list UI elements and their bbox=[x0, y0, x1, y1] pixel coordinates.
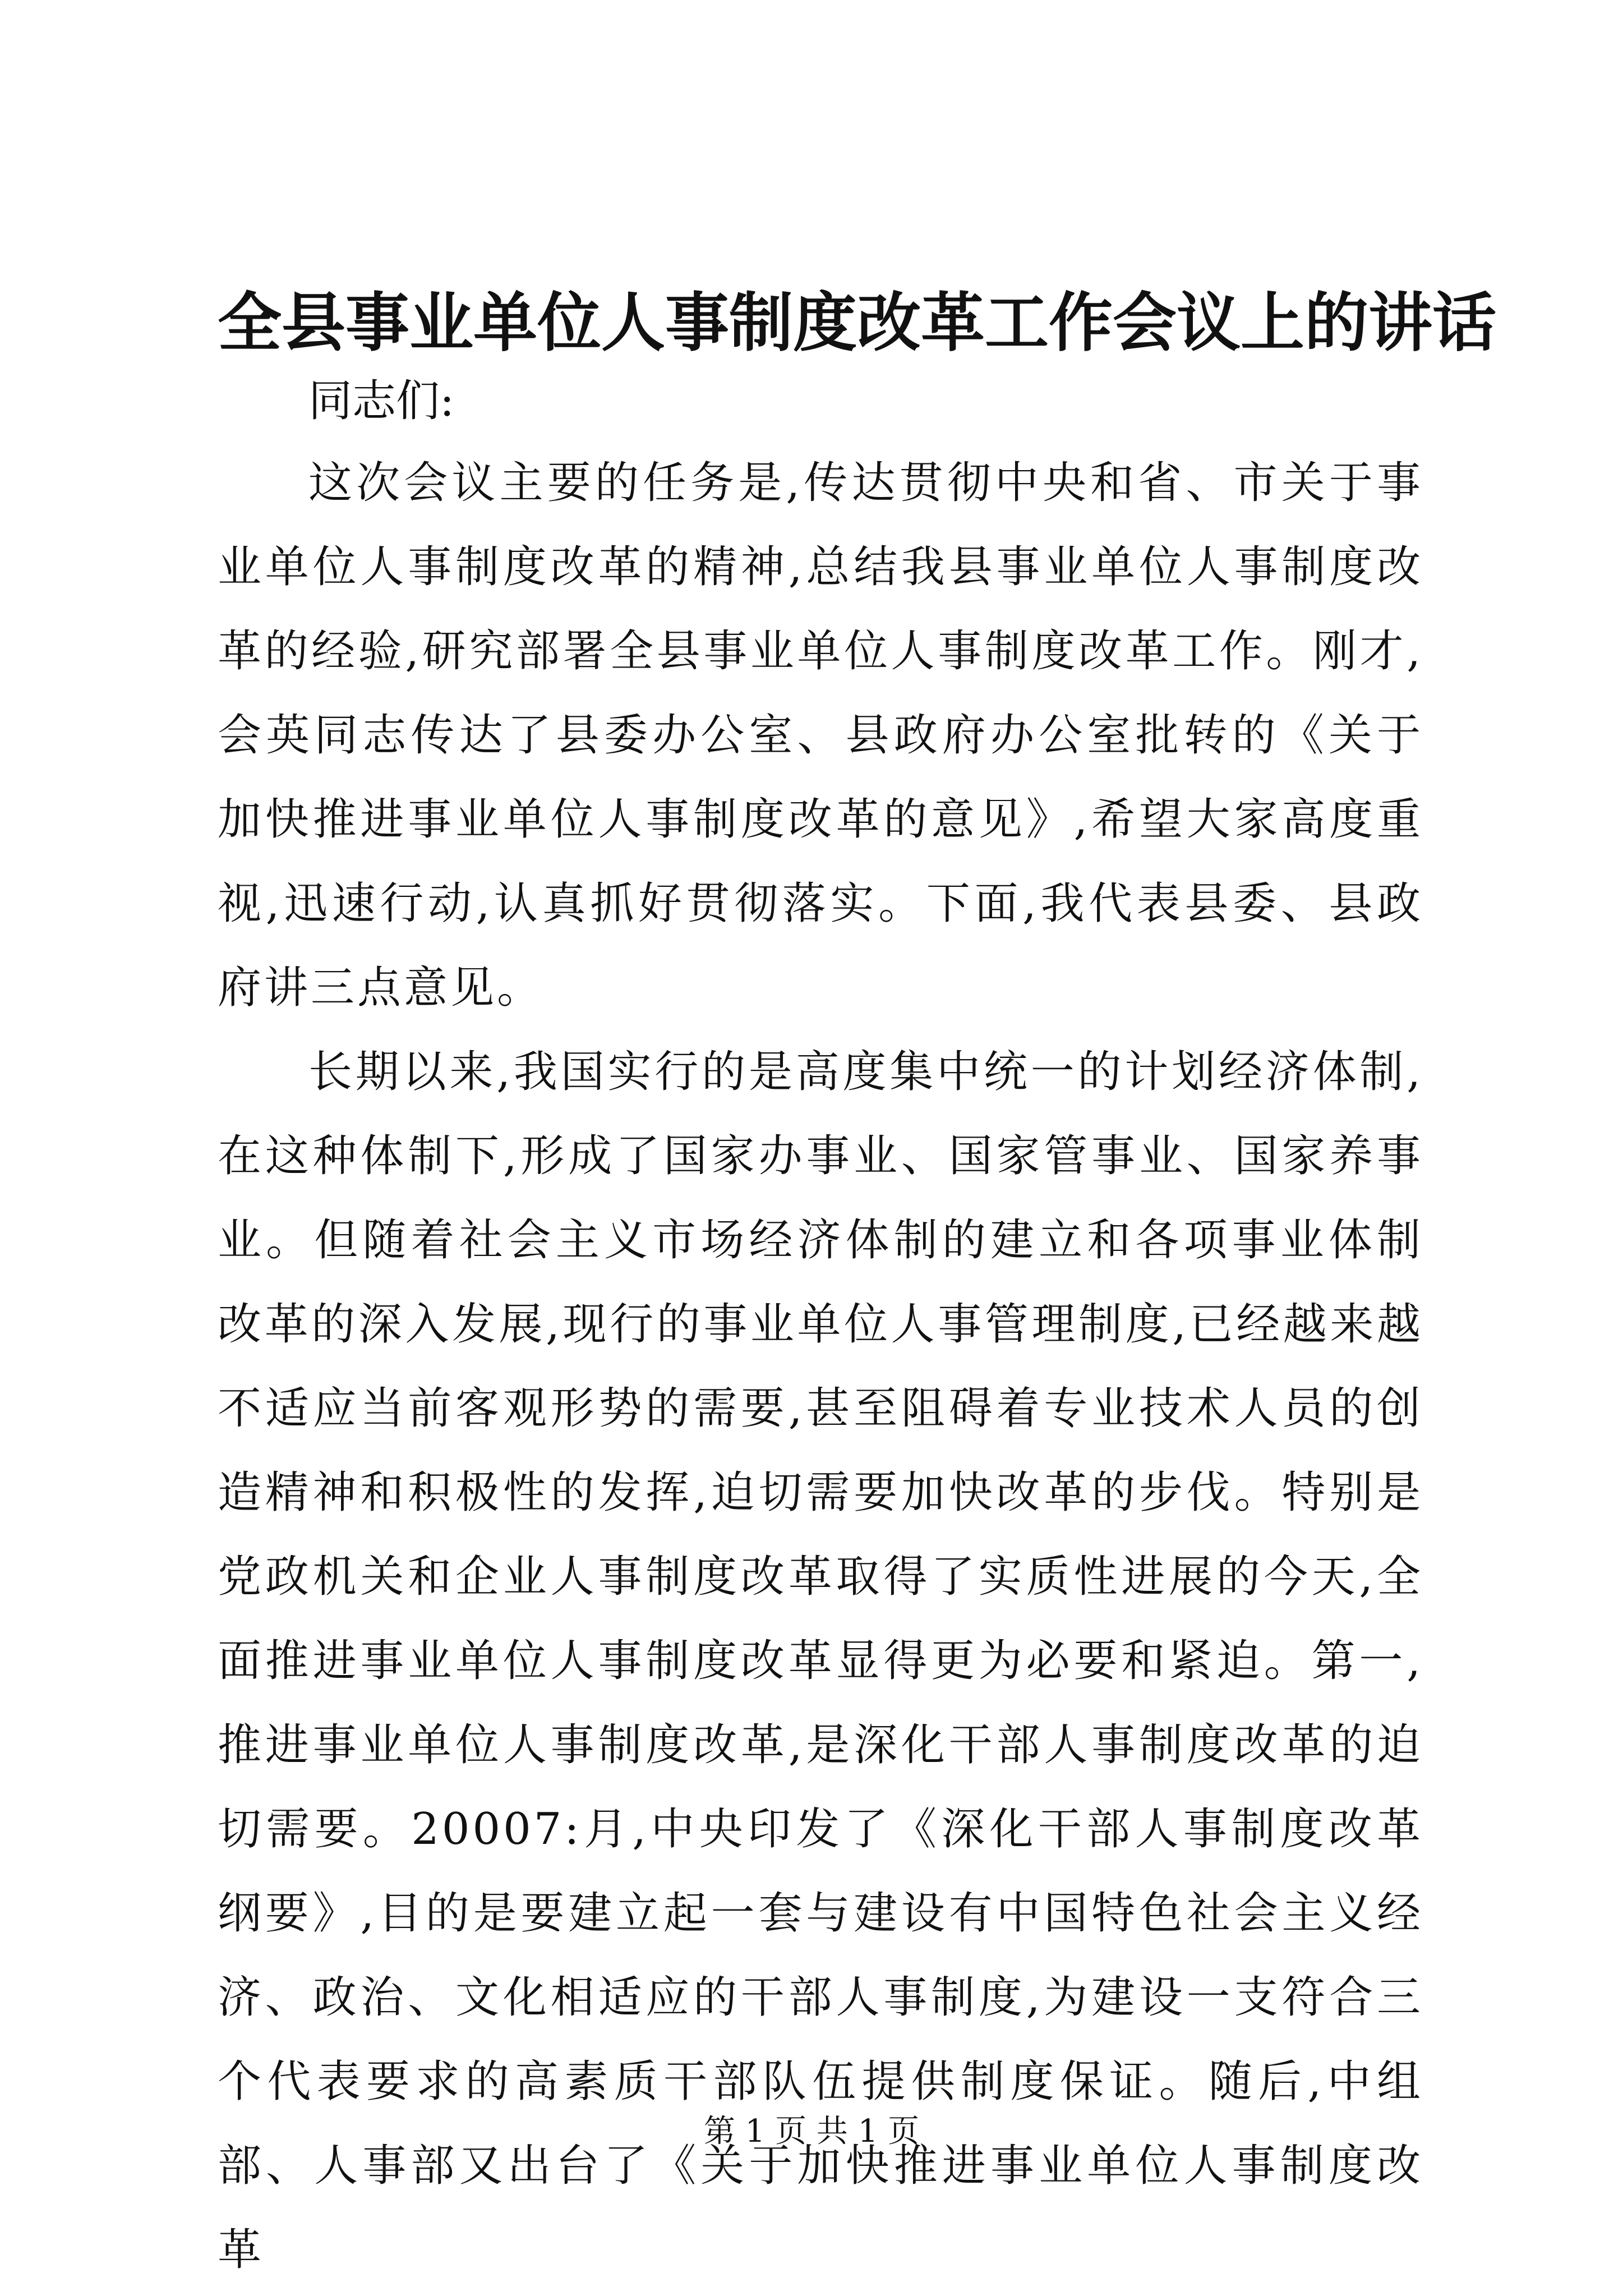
paragraph: 这次会议主要的任务是,传达贯彻中央和省、市关于事业单位人事制度改革的精神,总结我县事业单位人事制度改革的经验,研究部署全县事业单位人事制度改革工作。刚才,会英同志传达了县委办公室、县政府办公室批转的《关于加快推进事业单位人事制度改革的意见》,希望大家高度重视,迅速行动,认真抓好贯彻落实。下面,我代表县委、县政府讲三点意见。 bbox=[218, 458, 1423, 1013]
document-body bbox=[218, 441, 1423, 2292]
document-title: 全县事业单位人事制度改革工作会议上的讲话 bbox=[218, 285, 1497, 360]
page-footer: 第 1 页 共 1 页 bbox=[703, 2113, 920, 2150]
paragraph: 长期以来,我国实行的是高度集中统一的计划经济体制,在这种体制下,形成了国家办事业、国家管事业、国家养事业。但随着社会主义市场经济体制的建立和各项事业体制改革的深入发展,现行的事业单位人事管理制度,已经越来越不适应当前客观形势的需要,甚至阻碍着专业技术人员的创造精神和积极性的发挥,迫切需要加快改革的步伐。特别是党政机关和企业人事制度改革取得了实质性进展的今天,全面推进事业单位人事制度改革显得更为必要和紧迫。第一,推进事业单位人事制度改革,是深化干部人事制度改革的迫切需要。20007:月,中央印发了《深化干部人事制度改革纲要》,目的是要建立起一套与建设有中国特色社会主义经济、政治、文化相适应的干部人事制度,为建设一支符合三个代表要求的高素质干部队伍提供制度保证。随后,中组部、人事部又出台了《关于加快推进事业单位人事制度改革 bbox=[218, 1047, 1423, 2275]
salutation: 同志们: bbox=[308, 376, 455, 426]
